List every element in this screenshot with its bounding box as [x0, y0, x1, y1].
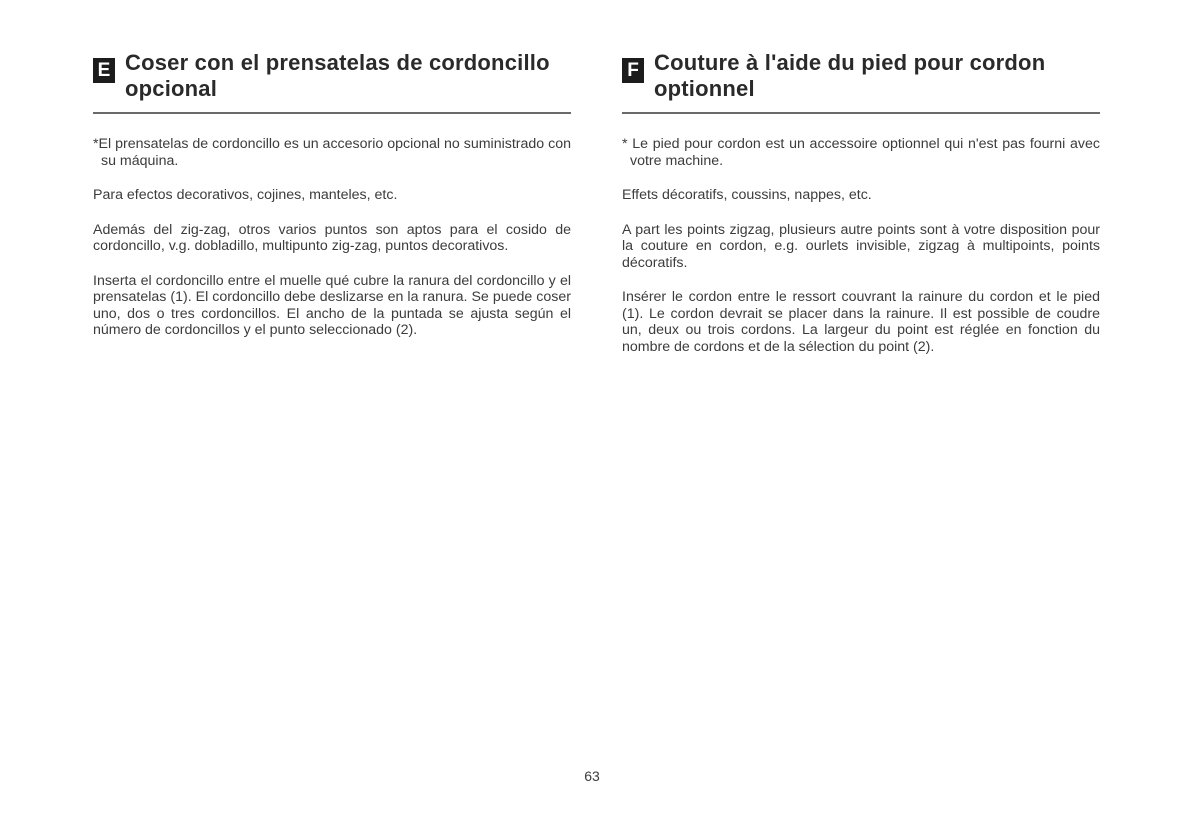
- french-paragraph-3: Insérer le cordon entre le ressort couvrant la rainure du cordon et le pied (1). Le cordon devrait se placer dans la rainure. Il est possible de coudre un, deux ou trois cordons. La largeur du point est réglée en fonction du nombre de cordons et de la sélection du point (2).: [622, 289, 1100, 355]
- spanish-paragraph-2: Además del zig-zag, otros varios puntos son aptos para el cosido de cordoncillo, v.g. dobladillo, multipunto zig-zag, puntos decorativos.: [93, 221, 571, 254]
- french-section: [622, 50, 1100, 373]
- spanish-title: [125, 50, 571, 102]
- language-badge-letter: E: [97, 60, 111, 81]
- page-number: 63: [584, 768, 600, 784]
- french-heading-rule: [622, 112, 1100, 114]
- french-title-line2: optionnel: [654, 76, 755, 101]
- french-paragraph-1: Effets décoratifs, coussins, nappes, etc.: [622, 187, 872, 203]
- spanish-paragraph-3: Inserta el cordoncillo entre el muelle qué cubre la ranura del cordoncillo y el prensatelas (1). El cordoncillo debe deslizarse en la ranura. Se puede coser uno, dos o tres cordoncillos. El ancho de la puntada se ajusta según el número de cordoncillos y el punto seleccionado (2).: [93, 272, 571, 338]
- language-badge-f: [622, 58, 644, 83]
- spanish-title-line2: opcional: [125, 76, 218, 101]
- french-paragraph-2: A part les points zigzag, plusieurs autre points sont à votre disposition pour la couture en cordon, e.g. ourlets invisible, zigzag à multipoints, points décoratifs.: [622, 221, 1100, 271]
- spanish-section: [93, 50, 571, 357]
- french-title-line1: Couture à l'aide du pied pour cordon: [654, 50, 1046, 75]
- spanish-note: *El prensatelas de cordoncillo es un accesorio opcional no suministrado con su máquina.: [93, 136, 571, 169]
- spanish-heading: [93, 50, 571, 106]
- language-badge-letter: F: [627, 60, 639, 81]
- language-badge-e: [93, 58, 115, 83]
- french-title: [654, 50, 1100, 102]
- spanish-title-line1: Coser con el prensatelas de cordoncillo: [125, 50, 550, 75]
- spanish-paragraph-1: Para efectos decorativos, cojines, manteles, etc.: [93, 187, 398, 203]
- spanish-heading-rule: [93, 112, 571, 114]
- french-heading: [622, 50, 1100, 106]
- french-note: * Le pied pour cordon est un accessoire optionnel qui n'est pas fourni avec votre machine.: [622, 136, 1100, 169]
